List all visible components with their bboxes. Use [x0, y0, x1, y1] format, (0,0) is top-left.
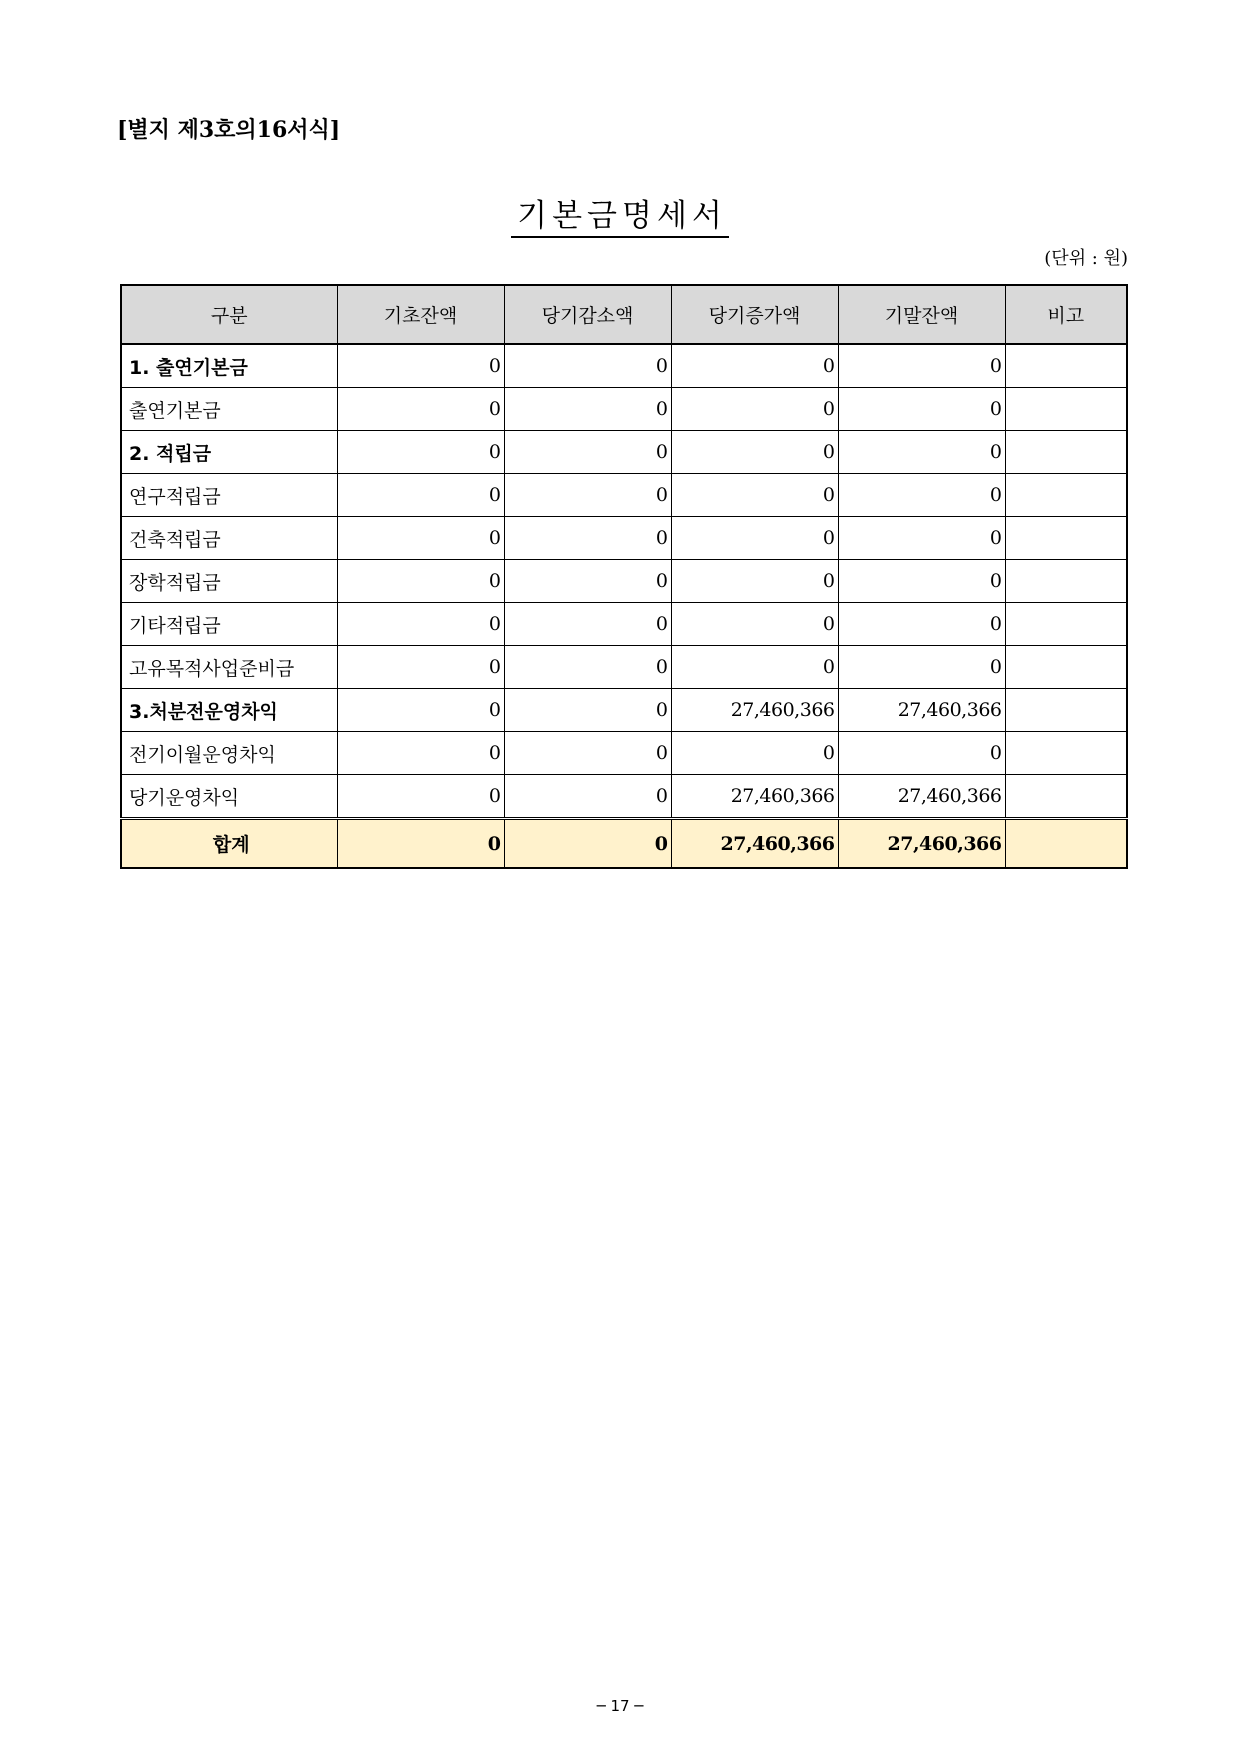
cell-decrease: 0 — [504, 431, 671, 474]
total-closing-balance: 27,460,366 — [838, 819, 1005, 869]
table-row — [121, 388, 1127, 431]
cell-closing-balance: 27,460,366 — [838, 775, 1005, 819]
cell-opening-balance: 0 — [337, 388, 504, 431]
cell-increase: 0 — [671, 388, 838, 431]
row-label: 3.처분전운영차익 — [121, 689, 337, 732]
cell-decrease: 0 — [504, 388, 671, 431]
cell-opening-balance: 0 — [337, 689, 504, 732]
total-label: 합계 — [121, 819, 337, 869]
cell-increase: 27,460,366 — [671, 689, 838, 732]
table-row — [121, 431, 1127, 474]
table-row — [121, 689, 1127, 732]
cell-opening-balance: 0 — [337, 646, 504, 689]
cell-increase: 0 — [671, 517, 838, 560]
row-label: 2. 적립금 — [121, 431, 337, 474]
header-increase: 당기증가액 — [671, 285, 838, 344]
cell-decrease: 0 — [504, 517, 671, 560]
cell-decrease: 0 — [504, 646, 671, 689]
unit-note: (단위 : 원) — [1044, 248, 1128, 269]
total-opening-balance: 0 — [337, 819, 504, 869]
table-row — [121, 474, 1127, 517]
total-remarks — [1005, 819, 1127, 869]
row-label: 출연기본금 — [121, 388, 337, 431]
form-label: [별지 제3호의16서식] — [117, 117, 341, 143]
row-label: 기타적립금 — [121, 603, 337, 646]
cell-closing-balance: 0 — [838, 474, 1005, 517]
table-row — [121, 517, 1127, 560]
table-body — [121, 344, 1127, 819]
row-label: 당기운영차익 — [121, 775, 337, 819]
total-decrease: 0 — [504, 819, 671, 869]
table-row — [121, 603, 1127, 646]
cell-closing-balance: 0 — [838, 646, 1005, 689]
cell-closing-balance: 0 — [838, 431, 1005, 474]
cell-closing-balance: 27,460,366 — [838, 689, 1005, 732]
cell-decrease: 0 — [504, 474, 671, 517]
cell-remarks — [1005, 689, 1127, 732]
row-label: 건축적립금 — [121, 517, 337, 560]
row-label: 1. 출연기본금 — [121, 344, 337, 388]
header-decrease: 당기감소액 — [504, 285, 671, 344]
cell-remarks — [1005, 431, 1127, 474]
cell-closing-balance: 0 — [838, 388, 1005, 431]
cell-closing-balance: 0 — [838, 344, 1005, 388]
cell-remarks — [1005, 517, 1127, 560]
cell-closing-balance: 0 — [838, 732, 1005, 775]
cell-remarks — [1005, 474, 1127, 517]
total-row — [121, 819, 1127, 869]
cell-opening-balance: 0 — [337, 474, 504, 517]
total-increase: 27,460,366 — [671, 819, 838, 869]
cell-decrease: 0 — [504, 732, 671, 775]
header-opening-balance: 기초잔액 — [337, 285, 504, 344]
header-remarks: 비고 — [1005, 285, 1127, 344]
cell-opening-balance: 0 — [337, 775, 504, 819]
cell-decrease: 0 — [504, 560, 671, 603]
table-row — [121, 646, 1127, 689]
table-row — [121, 775, 1127, 819]
row-label: 장학적립금 — [121, 560, 337, 603]
cell-increase: 0 — [671, 431, 838, 474]
document-title: 기본금명세서 — [511, 198, 729, 238]
cell-remarks — [1005, 732, 1127, 775]
cell-increase: 0 — [671, 344, 838, 388]
cell-closing-balance: 0 — [838, 603, 1005, 646]
cell-increase: 0 — [671, 603, 838, 646]
cell-remarks — [1005, 560, 1127, 603]
document-title-wrapper — [0, 190, 1240, 235]
cell-remarks — [1005, 646, 1127, 689]
cell-closing-balance: 0 — [838, 560, 1005, 603]
cell-decrease: 0 — [504, 603, 671, 646]
cell-opening-balance: 0 — [337, 560, 504, 603]
fund-statement-table — [120, 284, 1128, 869]
cell-opening-balance: 0 — [337, 431, 504, 474]
cell-increase: 0 — [671, 560, 838, 603]
cell-closing-balance: 0 — [838, 517, 1005, 560]
cell-decrease: 0 — [504, 344, 671, 388]
table-row — [121, 560, 1127, 603]
cell-decrease: 0 — [504, 689, 671, 732]
header-closing-balance: 기말잔액 — [838, 285, 1005, 344]
table-row — [121, 344, 1127, 388]
cell-opening-balance: 0 — [337, 732, 504, 775]
cell-remarks — [1005, 775, 1127, 819]
table-header-row — [121, 285, 1127, 344]
table-row — [121, 732, 1127, 775]
row-label: 전기이월운영차익 — [121, 732, 337, 775]
cell-opening-balance: 0 — [337, 603, 504, 646]
header-category: 구분 — [121, 285, 337, 344]
cell-decrease: 0 — [504, 775, 671, 819]
cell-remarks — [1005, 344, 1127, 388]
cell-increase: 0 — [671, 732, 838, 775]
cell-remarks — [1005, 603, 1127, 646]
row-label: 연구적립금 — [121, 474, 337, 517]
cell-remarks — [1005, 388, 1127, 431]
cell-increase: 27,460,366 — [671, 775, 838, 819]
cell-opening-balance: 0 — [337, 344, 504, 388]
page-number: ─ 17 ─ — [596, 1697, 644, 1715]
row-label: 고유목적사업준비금 — [121, 646, 337, 689]
cell-increase: 0 — [671, 474, 838, 517]
cell-increase: 0 — [671, 646, 838, 689]
cell-opening-balance: 0 — [337, 517, 504, 560]
